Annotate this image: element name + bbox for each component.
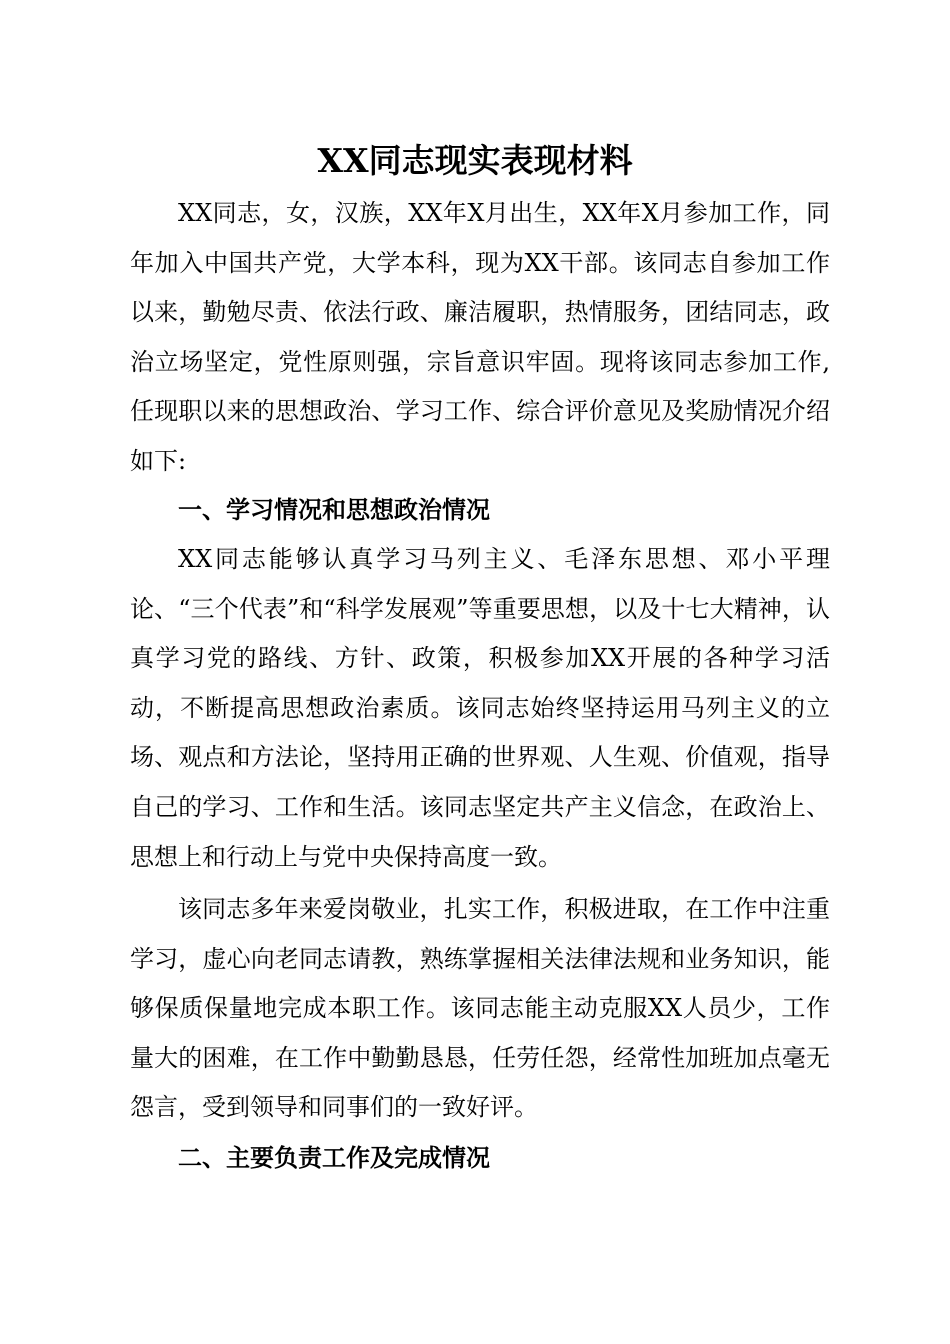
study-politics-paragraph: XX同志能够认真学习马列主义、毛泽东思想、邓小平理论、“三个代表”和“科学发展观”等重要思想，以及十七大精神，认真学习党的路线、方针、政策，积极参加XX开展的各种学习活动，不断提高思想政治素质。该同志始终坚持运用马列主义的立场、观点和方法论，坚持用正确的世界观、人生观、价值观，指导自己的学习、工作和生活。该同志坚定共产主义信念，在政治上、思想上和行动上与党中央保持高度一致。 <box>130 545 830 871</box>
work-attitude-paragraph: 该同志多年来爱岗敬业，扎实工作，积极进取，在工作中注重学习，虚心向老同志请教，熟练掌握相关法律法规和业务知识，能够保质保量地完成本职工作。该同志能主动克服XX人员少，工作量大的困难，在工作中勤勤恳恳，任劳任怨，经常性加班加点毫无怨言，受到领导和同事们的一致好评。 <box>130 895 830 1122</box>
section-heading-main-work: 二、主要负责工作及完成情况 <box>178 1144 490 1172</box>
document-title: XX同志现实表现材料 <box>317 141 633 180</box>
section-heading-study-politics: 一、学习情况和思想政治情况 <box>178 496 490 524</box>
intro-paragraph: XX同志，女，汉族，XX年X月出生，XX年X月参加工作，同年加入中国共产党，大学本科，现为XX干部。该同志自参加工作以来，勤勉尽责、依法行政、廉洁履职，热情服务，团结同志，政治立场坚定，党性原则强，宗旨意识牢固。现将该同志参加工作,任现职以来的思想政治、学习工作、综合评价意见及奖励情况介绍如下: <box>130 199 830 475</box>
